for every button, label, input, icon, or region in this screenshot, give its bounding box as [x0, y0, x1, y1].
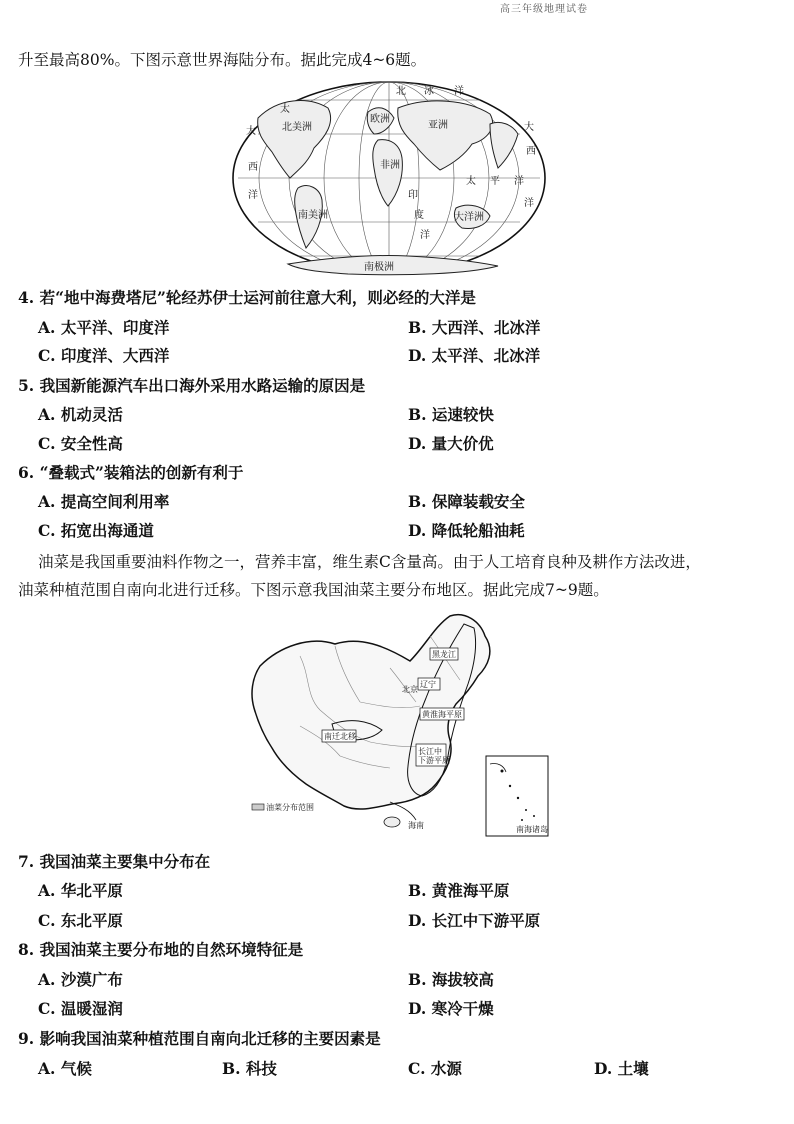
intro-text-1: 升至最高80%。下图示意世界海陆分布。据此完成4~6题。: [18, 51, 427, 69]
q4-option-d[interactable]: D. 太平洋、北冰洋: [408, 346, 541, 365]
svg-text:北京: 北京: [402, 685, 418, 694]
svg-text:平: 平: [490, 176, 500, 187]
svg-text:黄淮海平原: 黄淮海平原: [422, 710, 462, 719]
q5-option-c[interactable]: C. 安全性高: [38, 434, 123, 453]
q7-option-c[interactable]: C. 东北平原: [38, 911, 123, 930]
svg-text:大: 大: [524, 122, 534, 133]
svg-text:长江中: 长江中: [418, 747, 442, 756]
q4-option-c[interactable]: C. 印度洋、大西洋: [38, 346, 170, 365]
svg-text:洋: 洋: [454, 86, 464, 97]
svg-text:南美洲: 南美洲: [298, 210, 328, 221]
svg-text:亚洲: 亚洲: [428, 120, 448, 131]
svg-text:北: 北: [396, 86, 406, 97]
q5-option-d[interactable]: D. 量大价优: [408, 434, 494, 453]
svg-text:南极洲: 南极洲: [364, 262, 394, 273]
q7-option-a[interactable]: A. 华北平原: [38, 881, 123, 900]
svg-text:南海诸岛: 南海诸岛: [516, 825, 548, 834]
q9-option-c[interactable]: C. 水源: [408, 1059, 462, 1078]
q5-option-b[interactable]: B. 运速较快: [408, 405, 494, 424]
q6-option-d[interactable]: D. 降低轮船油耗: [408, 521, 525, 540]
svg-text:印: 印: [408, 190, 418, 201]
svg-text:洋: 洋: [248, 190, 258, 201]
world-map: [228, 78, 550, 278]
svg-text:洋: 洋: [524, 198, 534, 209]
intro-text-2-line-1: 油菜是我国重要油料作物之一，营养丰富，维生素C含量高。由于人工培育良种及耕作方法改进，: [38, 553, 701, 571]
q9-option-b[interactable]: B. 科技: [222, 1059, 277, 1078]
svg-text:西: 西: [526, 146, 536, 157]
svg-text:冰: 冰: [424, 86, 434, 97]
question-8: 8. 我国油菜主要分布地的自然环境特征是: [18, 940, 304, 959]
svg-text:太: 太: [280, 104, 290, 115]
svg-text:太: 太: [466, 176, 476, 187]
china-rapeseed-map: [240, 606, 560, 842]
q7-option-d[interactable]: D. 长江中下游平原: [408, 911, 541, 930]
svg-text:大: 大: [246, 126, 256, 137]
svg-text:欧洲: 欧洲: [370, 114, 390, 125]
svg-text:海南: 海南: [408, 821, 424, 830]
q6-option-c[interactable]: C. 拓宽出海通道: [38, 521, 154, 540]
question-6: 6. “叠载式”装箱法的创新有利于: [18, 463, 244, 482]
svg-text:大洋洲: 大洋洲: [454, 212, 484, 223]
svg-text:洋: 洋: [514, 176, 524, 187]
q8-option-c[interactable]: C. 温暖湿润: [38, 999, 123, 1018]
q4-option-b[interactable]: B. 大西洋、北冰洋: [408, 318, 541, 337]
q4-option-a[interactable]: A. 太平洋、印度洋: [38, 318, 170, 337]
svg-text:度: 度: [414, 210, 424, 221]
q7-option-b[interactable]: B. 黄淮海平原: [408, 881, 510, 900]
q8-option-b[interactable]: B. 海拔较高: [408, 970, 494, 989]
header-fragment: 高三年级地理试卷: [500, 4, 588, 15]
q8-option-d[interactable]: D. 寒冷干燥: [408, 999, 494, 1018]
question-9: 9. 影响我国油菜种植范围自南向北迁移的主要因素是: [18, 1029, 381, 1048]
q8-option-a[interactable]: A. 沙漠广布: [38, 970, 123, 989]
svg-text:西: 西: [248, 162, 258, 173]
question-4: 4. 若“地中海费塔尼”轮经苏伊士运河前往意大利，则必经的大洋是: [18, 288, 476, 307]
question-7: 7. 我国油菜主要集中分布在: [18, 852, 211, 871]
q6-option-a[interactable]: A. 提高空间利用率: [38, 492, 170, 511]
svg-text:非洲: 非洲: [380, 160, 400, 171]
q9-option-a[interactable]: A. 气候: [38, 1059, 92, 1078]
svg-text:南迁北移: 南迁北移: [324, 732, 356, 741]
intro-text-2-line-2: 油菜种植范围自南向北进行迁移。下图示意我国油菜主要分布地区。据此完成7~9题。: [18, 581, 609, 599]
q9-option-d[interactable]: D. 土壤: [594, 1059, 649, 1078]
question-5: 5. 我国新能源汽车出口海外采用水路运输的原因是: [18, 376, 366, 395]
svg-text:辽宁: 辽宁: [420, 680, 436, 689]
svg-text:北美洲: 北美洲: [282, 122, 312, 133]
svg-text:黑龙江: 黑龙江: [432, 650, 456, 659]
svg-text:油菜分布范围: 油菜分布范围: [266, 803, 314, 812]
q6-option-b[interactable]: B. 保障装载安全: [408, 492, 525, 511]
svg-text:洋: 洋: [420, 230, 430, 241]
svg-text:下游平原: 下游平原: [418, 756, 450, 765]
q5-option-a[interactable]: A. 机动灵活: [38, 405, 123, 424]
